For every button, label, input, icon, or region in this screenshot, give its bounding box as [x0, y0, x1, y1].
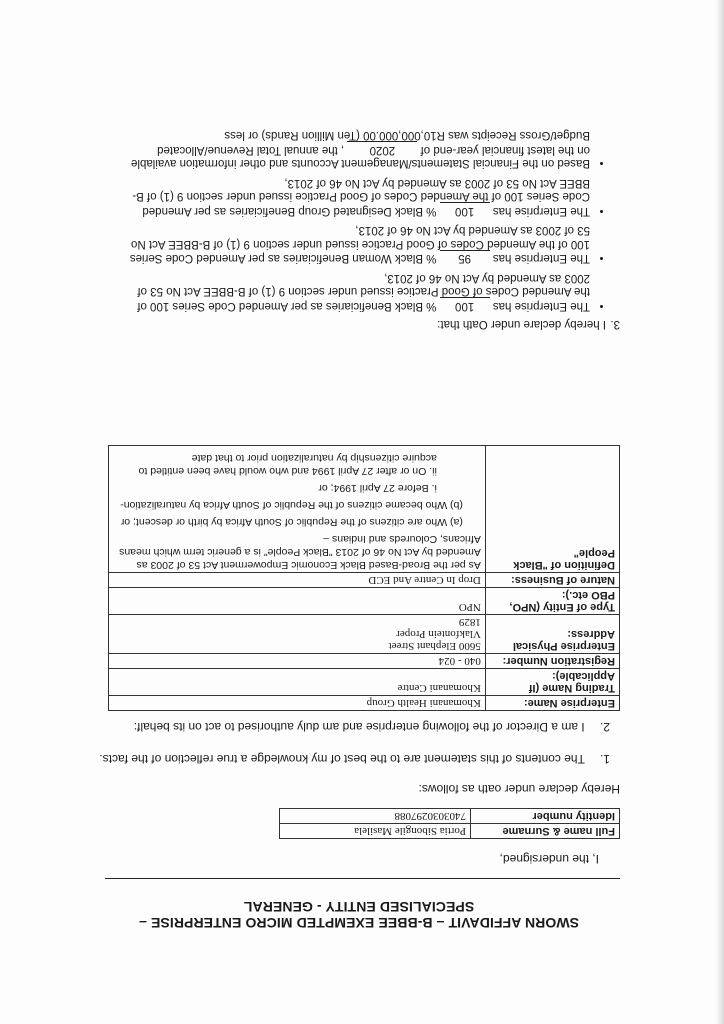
nature-value: Drop In Centre And ECD — [109, 573, 486, 588]
definition-intro: As per the Broad-Based Black Economic Empowerment Act 53 of 2003 as Amended by Act No 46 of 2013 "Black People" is a generic term which means Africans, Coloureds and Indians – — [119, 533, 481, 571]
declare-text: Hereby declare under oath as follows: — [418, 782, 620, 796]
entity-type-row — [109, 588, 620, 615]
address-line-3: 1829 — [458, 616, 481, 628]
bullet-text: Based on the Financial Statements/Management Accounts and other information available on the latest financial year-end of — [130, 144, 590, 170]
bullet-text: % Black Designated Group Beneficiaries as per Amended Code Series 100 of the Amended Codes of Good Practice issued under section 9 (1) of B-BBEE Act No 53 of 2003 as Amended by Act No 46 of 2013, — [132, 177, 590, 217]
oath-bullet-revenue — [120, 128, 590, 170]
address-line-2: Vlakfontein Proper — [396, 628, 481, 640]
address-value — [109, 615, 486, 654]
address-line-1: 5600 Elephant Street — [388, 640, 481, 652]
designated-percent-value: 100 — [440, 203, 490, 218]
enterprise-name-label: Enterprise Name: — [485, 696, 619, 711]
full-name-label: Full name & Surname — [471, 824, 620, 839]
entity-type-value: NPO — [109, 588, 486, 615]
definition-a: (a) Who are citizens of the Republic of South Africa by birth or descent; or — [120, 516, 463, 528]
oath-bullet-designated — [120, 176, 590, 218]
registration-value: 040 - 024 — [109, 654, 486, 669]
bullet-text: The Enterprise has — [492, 300, 590, 312]
bullet-text: , the annual Total Revenue/Allocated Budget/Gross Receipts was R10,000,000.00 (Ten Million Rands) or less — [157, 129, 590, 156]
statement-text: I am a Director of the following enterprise and am duly authorised to act on its behalf: — [133, 720, 585, 734]
document-title: SWORN AFFIDAVIT – B-BBEE EXEMPTED MICRO ENTERPRISE – SPECIALISED ENTITY - GENERAL — [139, 899, 580, 931]
empty-cell — [105, 809, 280, 824]
trading-name-label: Trading Name (If Applicable): — [485, 669, 619, 696]
address-label: Enterprise Physical Address: — [485, 615, 619, 654]
id-number-label: Identity number — [471, 809, 620, 824]
statement-number: 1. — [599, 752, 610, 766]
oath-intro-text: I hereby declare under Oath that: — [437, 318, 606, 330]
id-row — [105, 809, 620, 824]
definition-label: Definition of "Black People" — [485, 446, 619, 573]
identity-table — [105, 808, 620, 839]
empty-cell — [105, 824, 280, 839]
undersigned-text: I, the undersigned, — [499, 852, 599, 866]
women-percent-value: 95 — [440, 250, 490, 265]
statement-text: The contents of this statement are to the best of my knowledge a true reflection of the facts. — [99, 752, 585, 766]
definition-value — [109, 446, 486, 573]
statement-1 — [99, 752, 610, 766]
oath-bullet-black — [120, 271, 590, 313]
definition-row — [109, 446, 620, 573]
bullet-text: The Enterprise has — [492, 205, 590, 217]
nature-label: Nature of Business: — [485, 573, 619, 588]
oath-number: 3. — [610, 318, 620, 330]
address-row — [109, 615, 620, 654]
enterprise-table — [108, 445, 620, 711]
registration-label: Registration Number: — [485, 654, 619, 669]
id-number-value: 7403030297088 — [280, 809, 471, 824]
bullet-text: % Black Beneficiaries as per Amended Code Series 100 of the Amended Codes of Good Practice issued under section 9 (1) of B-BBEE Act No 53 of 2003 as Amended by Act No 46 of 2013, — [137, 272, 590, 312]
statement-number: 2. — [599, 720, 610, 734]
trading-name-row — [109, 669, 620, 696]
oath-bullet-women — [120, 223, 590, 265]
bullet-text: % Black Woman Beneficiaries as per Amended Code Series 100 of the Amended Codes of Good Practice issued under section 9 (1) of B-BBEE Act No 53 of 2003 as Amended by Act No 46 of 2013, — [129, 224, 590, 265]
oath-bullets — [120, 122, 606, 312]
definition-b: (b) Who became citizens of the Republic of South Africa by naturalization- — [120, 499, 463, 511]
nature-row — [109, 573, 620, 588]
definition-i: i. Before 27 April 1994; or — [318, 482, 437, 494]
enterprise-name-value: Khomanani Health Group — [109, 696, 486, 711]
black-percent-value: 100 — [440, 298, 490, 313]
statement-2 — [134, 720, 610, 734]
enterprise-name-row — [109, 696, 620, 711]
full-name-value: Portia Sibongile Masilela — [280, 824, 471, 839]
trading-name-value: Khomanani Centre — [109, 669, 486, 696]
entity-type-label: Type of Entity (NPO, PBO etc.): — [485, 588, 619, 615]
bullet-text: The Enterprise has — [492, 252, 590, 265]
year-end-value: 2020 — [347, 142, 417, 157]
registration-row — [109, 654, 620, 669]
scan-edge — [716, 0, 724, 1024]
title-rule — [105, 878, 620, 879]
name-row — [105, 824, 620, 839]
definition-ii: ii. On or after 27 April 1994 and who would have been entitled to acquire citizenship by naturalization prior to that date — [138, 452, 437, 477]
oath-intro — [437, 317, 620, 331]
